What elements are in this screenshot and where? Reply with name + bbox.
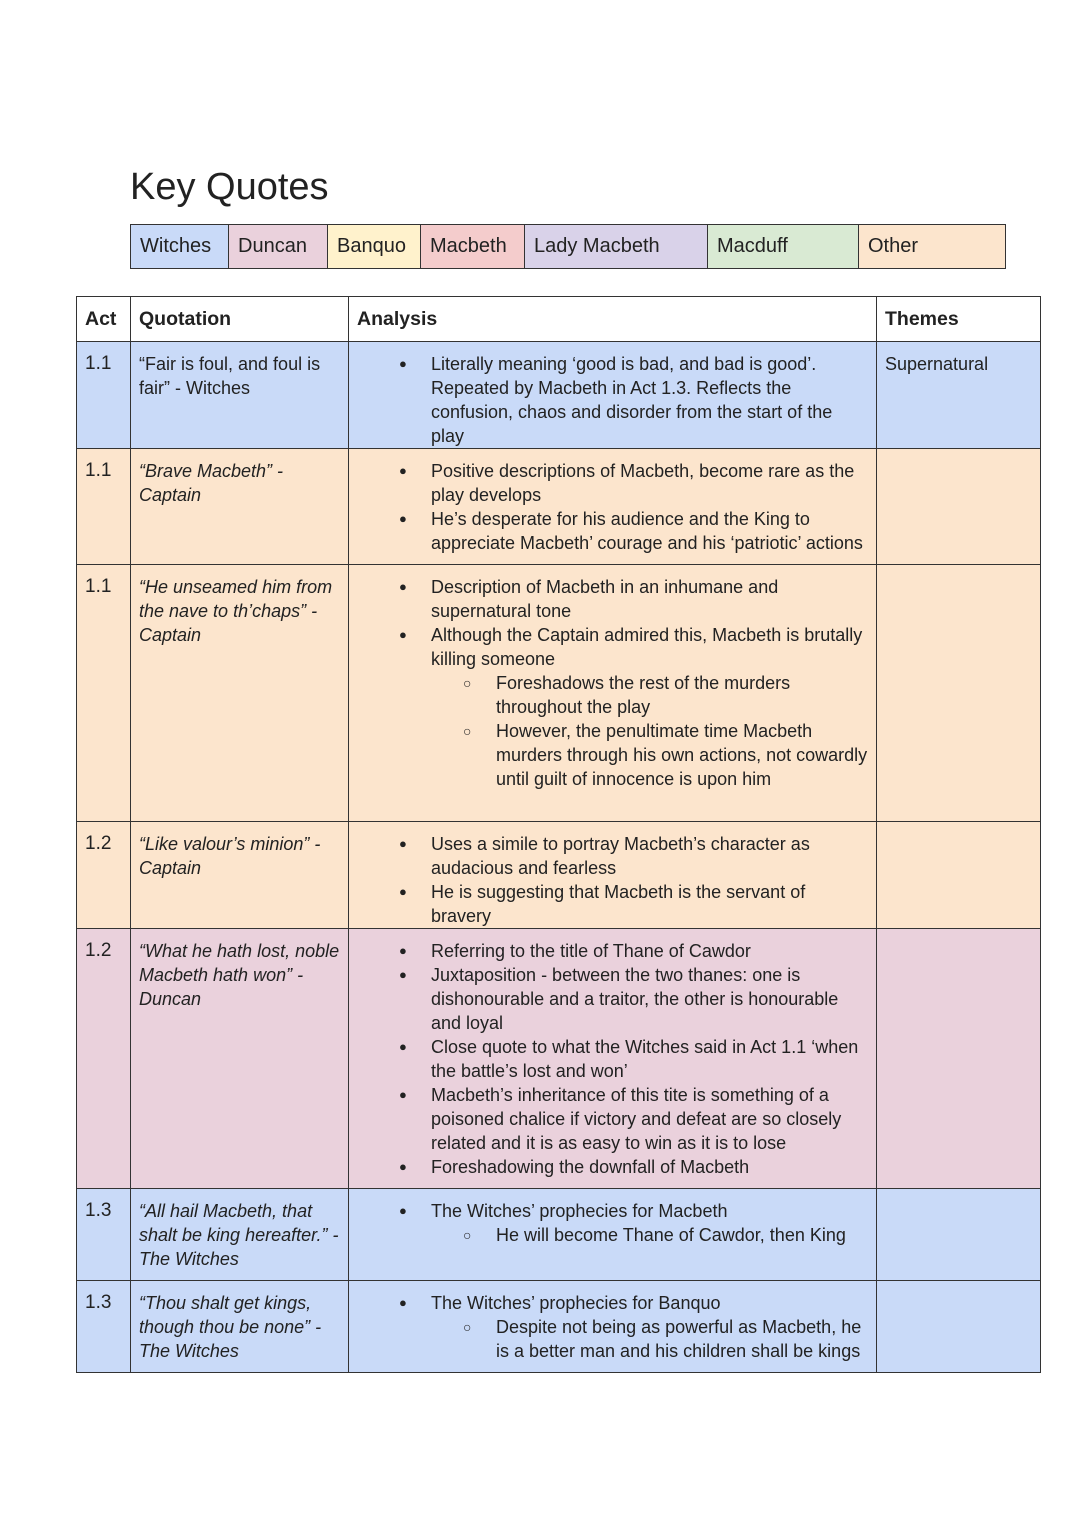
analysis-sublist (431, 671, 868, 791)
quote-text: “Like valour’s minion” - Captain (139, 834, 321, 878)
analysis-point: ● Literally meaning ‘good is bad, and bad is good’. Repeated by Macbeth in Act 1.3. Reflects the confusion, chaos and disorder from the start of the play (431, 352, 868, 448)
analysis-point: ● He’s desperate for his audience and the King to appreciate Macbeth’ courage and his ‘patriotic’ actions (431, 507, 868, 555)
analysis-subpoint: ○ Foreshadows the rest of the murders throughout the play (496, 671, 868, 719)
legend-label: Macbeth (430, 235, 507, 257)
act-cell: 1.3 (77, 1281, 131, 1373)
analysis-point-text: The Witches’ prophecies for Macbeth (431, 1201, 728, 1221)
table-row (77, 342, 1041, 449)
analysis-point (431, 575, 868, 623)
legend-lady-macbeth (525, 225, 708, 268)
legend-other (859, 225, 1005, 268)
quote-text: “What he hath lost, noble Macbeth hath won” - Duncan (139, 941, 340, 1009)
quote-cell (131, 449, 349, 565)
analysis-point: ● Uses a simile to portray Macbeth’s character as audacious and fearless (431, 832, 868, 880)
quote-text: “Thou shalt get kings, though thou be none” - The Witches (139, 1293, 322, 1361)
table-row (77, 565, 1041, 822)
quote-text: “All hail Macbeth, that shalt be king hereafter.” - The Witches (139, 1201, 339, 1269)
header-themes: Themes (877, 297, 1041, 342)
analysis-sublist (431, 1223, 868, 1247)
legend-macbeth (421, 225, 525, 268)
analysis-point: ● Close quote to what the Witches said in Act 1.1 ‘when the battle’s lost and won’ (431, 1035, 868, 1083)
analysis-list (357, 459, 868, 555)
legend-label: Lady Macbeth (534, 235, 660, 257)
analysis-cell (349, 342, 877, 449)
quote-text: “Brave Macbeth” - Captain (139, 461, 284, 505)
quote-cell (131, 1189, 349, 1281)
analysis-cell (349, 1189, 877, 1281)
analysis-list (357, 1291, 868, 1363)
analysis-list (357, 575, 868, 791)
themes-cell (877, 929, 1041, 1189)
analysis-list (357, 832, 868, 928)
legend-label: Duncan (238, 235, 307, 257)
analysis-point: ● Foreshadowing the downfall of Macbeth (431, 1155, 868, 1179)
legend-macduff (708, 225, 859, 268)
page-title: Key Quotes (130, 166, 329, 208)
analysis-point-text: The Witches’ prophecies for Banquo (431, 1293, 721, 1313)
table-row (77, 822, 1041, 929)
quote-cell (131, 342, 349, 449)
header-analysis: Analysis (349, 297, 877, 342)
analysis-list (357, 939, 868, 1179)
analysis-cell (349, 1281, 877, 1373)
analysis-subpoint: ○ However, the penultimate time Macbeth murders through his own actions, not cowardly until guilt of innocence is upon him (496, 719, 868, 791)
key-quotes-table (76, 296, 1041, 1373)
table-row (77, 929, 1041, 1189)
themes-cell (877, 449, 1041, 565)
themes-cell (877, 565, 1041, 822)
analysis-point-text: Description of Macbeth in an inhumane and supernatural tone (431, 577, 779, 621)
quote-cell (131, 565, 349, 822)
table-row (77, 1281, 1041, 1373)
legend-label: Macduff (717, 235, 788, 257)
themes-cell (877, 822, 1041, 929)
act-cell: 1.2 (77, 929, 131, 1189)
legend-label: Other (868, 235, 919, 257)
analysis-point: ● Macbeth’s inheritance of this tite is something of a poisoned chalice if victory and defeat are so closely related and it is as easy to win as it is to lose (431, 1083, 868, 1155)
legend-witches (131, 225, 229, 268)
act-cell: 1.1 (77, 449, 131, 565)
table-row (77, 449, 1041, 565)
header-act: Act (77, 297, 131, 342)
header-quotation: Quotation (131, 297, 349, 342)
analysis-list (357, 352, 868, 448)
act-cell: 1.3 (77, 1189, 131, 1281)
analysis-cell (349, 449, 877, 565)
analysis-sublist (431, 1315, 868, 1363)
quote-cell (131, 1281, 349, 1373)
legend-label: Banquo (337, 235, 406, 257)
table-header-row (77, 297, 1041, 342)
character-color-legend (130, 224, 1006, 269)
quote-text: “He unseamed him from the nave to th’chaps” - Captain (139, 577, 333, 645)
legend-duncan (229, 225, 328, 268)
analysis-point (431, 1291, 868, 1363)
quote-text: “Fair is foul, and foul is fair” - Witches (139, 354, 321, 398)
analysis-point: ● Positive descriptions of Macbeth, become rare as the play develops (431, 459, 868, 507)
quote-cell (131, 929, 349, 1189)
analysis-subpoint: ○ He will become Thane of Cawdor, then King (496, 1223, 868, 1247)
analysis-point-text: Although the Captain admired this, Macbeth is brutally killing someone (431, 625, 863, 669)
quote-cell (131, 822, 349, 929)
analysis-point: ● Referring to the title of Thane of Cawdor (431, 939, 868, 963)
legend-label: Witches (140, 235, 212, 257)
analysis-cell (349, 822, 877, 929)
act-cell: 1.2 (77, 822, 131, 929)
legend-banquo (328, 225, 421, 268)
act-cell: 1.1 (77, 342, 131, 449)
analysis-list (357, 1199, 868, 1247)
analysis-point (431, 623, 868, 791)
table-row (77, 1189, 1041, 1281)
analysis-subpoint: ○ Despite not being as powerful as Macbeth, he is a better man and his children shall be kings (496, 1315, 868, 1363)
analysis-point: ● Juxtaposition - between the two thanes: one is dishonourable and a traitor, the other is honourable and loyal (431, 963, 868, 1035)
act-cell: 1.1 (77, 565, 131, 822)
analysis-point: ● He is suggesting that Macbeth is the servant of bravery (431, 880, 868, 928)
analysis-point (431, 1199, 868, 1247)
themes-cell (877, 1281, 1041, 1373)
themes-cell: Supernatural (877, 342, 1041, 449)
analysis-cell (349, 929, 877, 1189)
themes-cell (877, 1189, 1041, 1281)
analysis-cell (349, 565, 877, 822)
